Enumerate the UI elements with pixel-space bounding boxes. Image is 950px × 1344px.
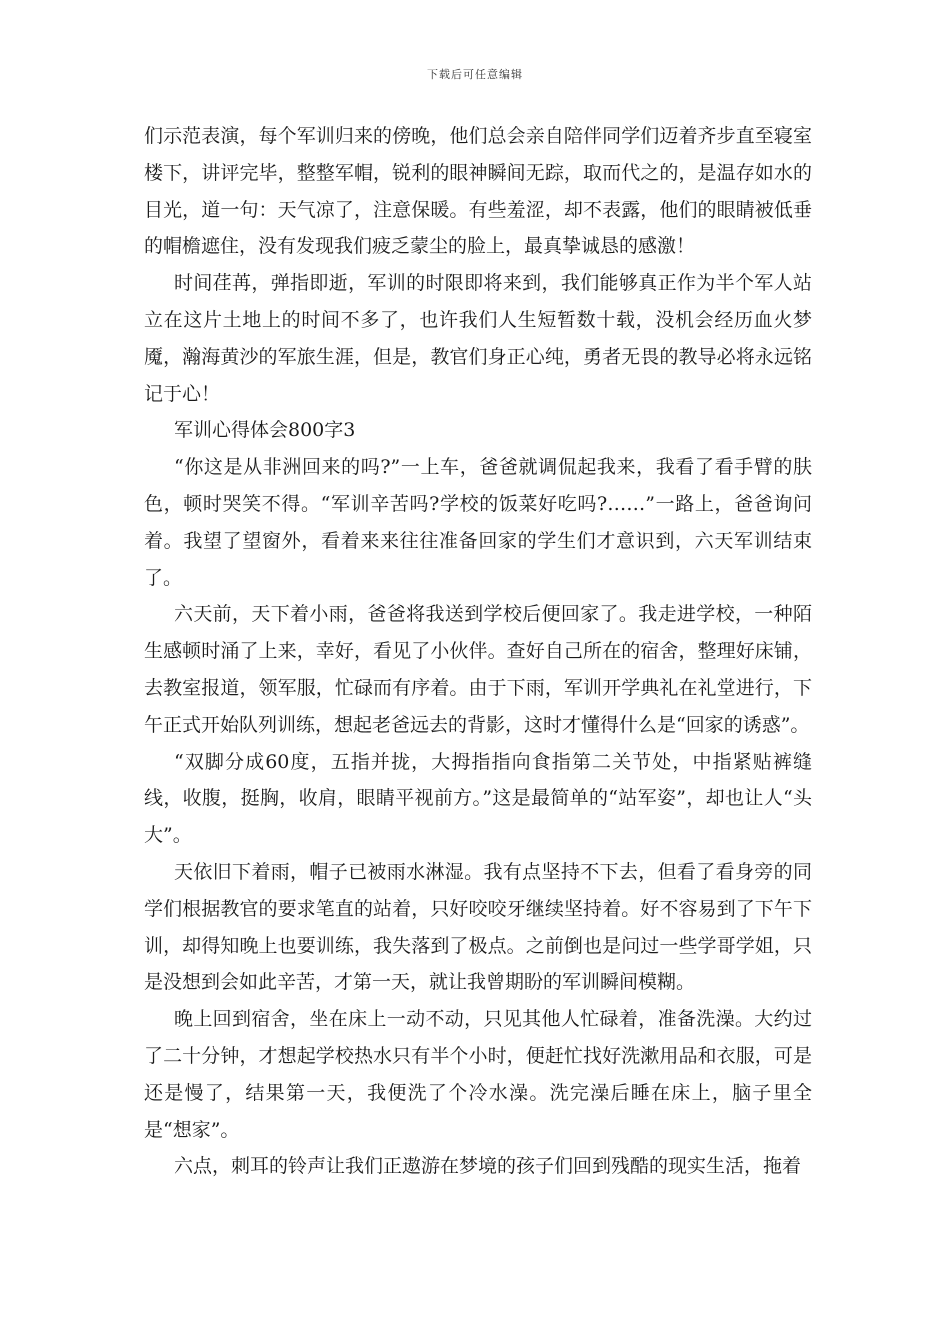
paragraph-3: “你这是从非洲回来的吗?”一上车，爸爸就调侃起我来，我看了看手臂的肤色，顿时哭笑不得。“军训辛苦吗?学校的饭菜好吃吗?……”一路上，爸爸询问着。我望了望窗外，看着来来往往准备回家的学生们才意识到，六天军训结束了。 — [144, 456, 812, 589]
paragraph-2: 时间荏苒，弹指即逝，军训的时限即将来到，我们能够真正作为半个军人站立在这片土地上的时间不多了，也许我们人生短暂数十载，没机会经历血火梦魇，瀚海黄沙的军旅生涯，但是，教官们身正心纯，勇者无畏的教导必将永远铭记于心！ — [144, 272, 812, 405]
paragraph-5: “双脚分成60度，五指并拢，大拇指指向食指第二关节处，中指紧贴裤缝线，收腹，挺胸，收肩，眼睛平视前方。”这是最简单的“站军姿”，却也让人“头大”。 — [144, 750, 812, 847]
paragraph-4: 六天前，天下着小雨，爸爸将我送到学校后便回家了。我走进学校，一种陌生感顿时涌了上来，幸好，看见了小伙伴。查好自己所在的宿舍，整理好床铺，去教室报道，领军服，忙碌而有序着。由于下雨，军训开学典礼在礼堂进行，下午正式开始队列训练，想起老爸远去的背影，这时才懂得什么是“回家的诱惑”。 — [144, 603, 812, 736]
page-header: 下载后可任意编辑 — [427, 68, 523, 81]
paragraph-8: 六点，刺耳的铃声让我们正遨游在梦境的孩子们回到残酷的现实生活，拖着 — [174, 1155, 802, 1178]
paragraph-1: 们示范表演，每个军训归来的傍晚，他们总会亲自陪伴同学们迈着齐步直至寝室楼下，讲评完毕，整整军帽，锐利的眼神瞬间无踪，取而代之的，是温存如水的目光，道一句：天气凉了，注意保暖。有些羞涩，却不表露，他们的眼睛被低垂的帽檐遮住，没有发现我们疲乏蒙尘的脸上，最真挚诚恳的感激！ — [144, 125, 812, 258]
paragraph-6: 天依旧下着雨，帽子已被雨水淋湿。我有点坚持不下去，但看了看身旁的同学们根据教官的要求笔直的站着，只好咬咬牙继续坚持着。好不容易到了下午下训，却得知晚上也要训练，我失落到了极点。之前倒也是问过一些学哥学姐，只是没想到会如此辛苦，才第一天，就让我曾期盼的军训瞬间模糊。 — [144, 860, 812, 994]
section-heading: 军训心得体会800字3 — [174, 419, 356, 442]
paragraph-7: 晚上回到宿舍，坐在床上一动不动，只见其他人忙碌着，准备洗澡。大约过了二十分钟，才想起学校热水只有半个小时，便赶忙找好洗漱用品和衣服，可是还是慢了，结果第一天，我便洗了个冷水澡。洗完澡后睡在床上，脑子里全是“想家”。 — [144, 1008, 812, 1141]
document-body — [144, 118, 812, 1185]
